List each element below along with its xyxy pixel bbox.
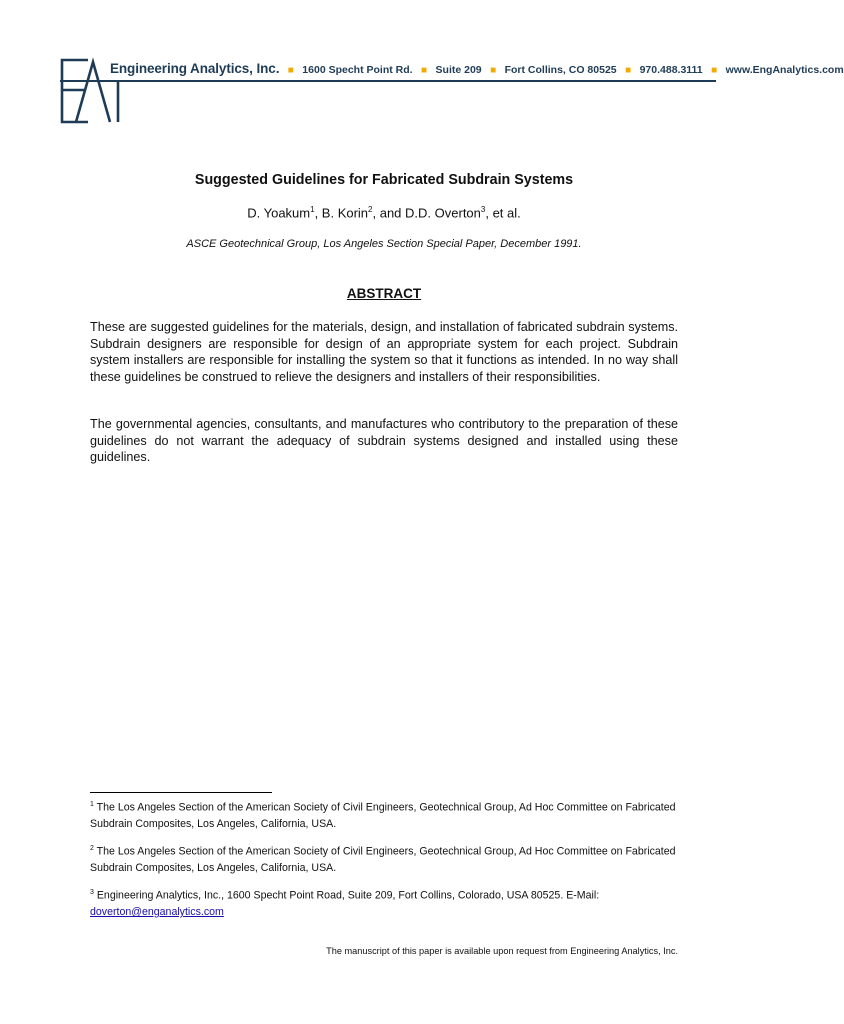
footer-note: The manuscript of this paper is available upon request from Engineering Analytics, Inc. — [326, 946, 678, 956]
footnote — [90, 841, 680, 877]
author-separator: , — [314, 205, 322, 221]
footnote-ref[interactable]: 1 — [310, 205, 315, 214]
author-separator: , and — [372, 205, 406, 221]
bullet-icon: ■ — [421, 65, 428, 76]
email-link[interactable]: doverton@enganalytics.com — [90, 906, 224, 919]
abstract-heading: ABSTRACT — [346, 286, 422, 301]
footnote-mark: 2 — [90, 845, 94, 852]
footnote — [90, 885, 680, 921]
bullet-icon: ■ — [490, 65, 497, 76]
footnote-ref[interactable]: 3 — [480, 205, 486, 214]
footnote-text: The Los Angeles Section of the American Society of Civil Engineers, Geotechnical Group, Ad Hoc Committee on Fabricated Subdrain Composites, Los Angeles, California, USA. — [90, 845, 676, 875]
bullet-icon: ■ — [711, 65, 718, 76]
footnote-text: Engineering Analytics, Inc., 1600 Specht Point Road, Suite 209, Fort Collins, Colorado, USA 80525. E-Mail: — [96, 889, 600, 902]
bullet-icon: ■ — [625, 65, 632, 76]
bullet-icon: ■ — [287, 65, 294, 76]
footnote-text: The Los Angeles Section of the American Society of Civil Engineers, Geotechnical Group, Ad Hoc Committee on Fabricated Subdrain Composites, Los Angeles, California, USA. — [90, 801, 676, 831]
header-rule — [60, 80, 716, 82]
abstract-paragraph: The governmental agencies, consultants, and manufactures who contributory to the preparation of these guidelines do not warrant the adequacy of subdrain systems designed and installed using these guidelines. — [90, 417, 678, 465]
paper-title: Suggested Guidelines for Fabricated Subdrain Systems — [194, 172, 574, 188]
header-city: Fort Collins, CO 80525 — [504, 64, 617, 76]
author-name: B. Korin — [321, 205, 369, 221]
author-name: D.D. Overton — [405, 205, 481, 221]
header-address: 1600 Specht Point Rd. — [302, 64, 413, 76]
footnote-rule — [90, 792, 272, 793]
footnote-mark: 3 — [90, 889, 94, 896]
letterhead — [110, 60, 844, 78]
footnote-mark: 1 — [90, 801, 94, 808]
author-name: D. Yoakum — [247, 205, 311, 221]
footnote — [90, 797, 680, 833]
author-separator: , et al. — [485, 205, 521, 221]
footnote-ref[interactable]: 2 — [368, 205, 373, 214]
publication-info: ASCE Geotechnical Group, Los Angeles Section Special Paper, December 1991. — [186, 238, 582, 250]
header-suite: Suite 209 — [435, 64, 482, 76]
abstract-paragraph: These are suggested guidelines for the materials, design, and installation of fabricated subdrain systems. Subdrain designers are responsible for design of an appropriate system for each project. Subdrain system installers are responsible for installing the system so that it functions as intended. In no way shall these guidelines be construed to relieve the designers and installers of their responsibilities. — [90, 320, 678, 384]
company-name: Engineering Analytics, Inc. — [110, 61, 280, 76]
author-list — [0, 205, 768, 220]
header-website[interactable]: www.EngAnalytics.com — [725, 64, 844, 76]
header-phone: 970.488.3111 — [639, 64, 703, 76]
